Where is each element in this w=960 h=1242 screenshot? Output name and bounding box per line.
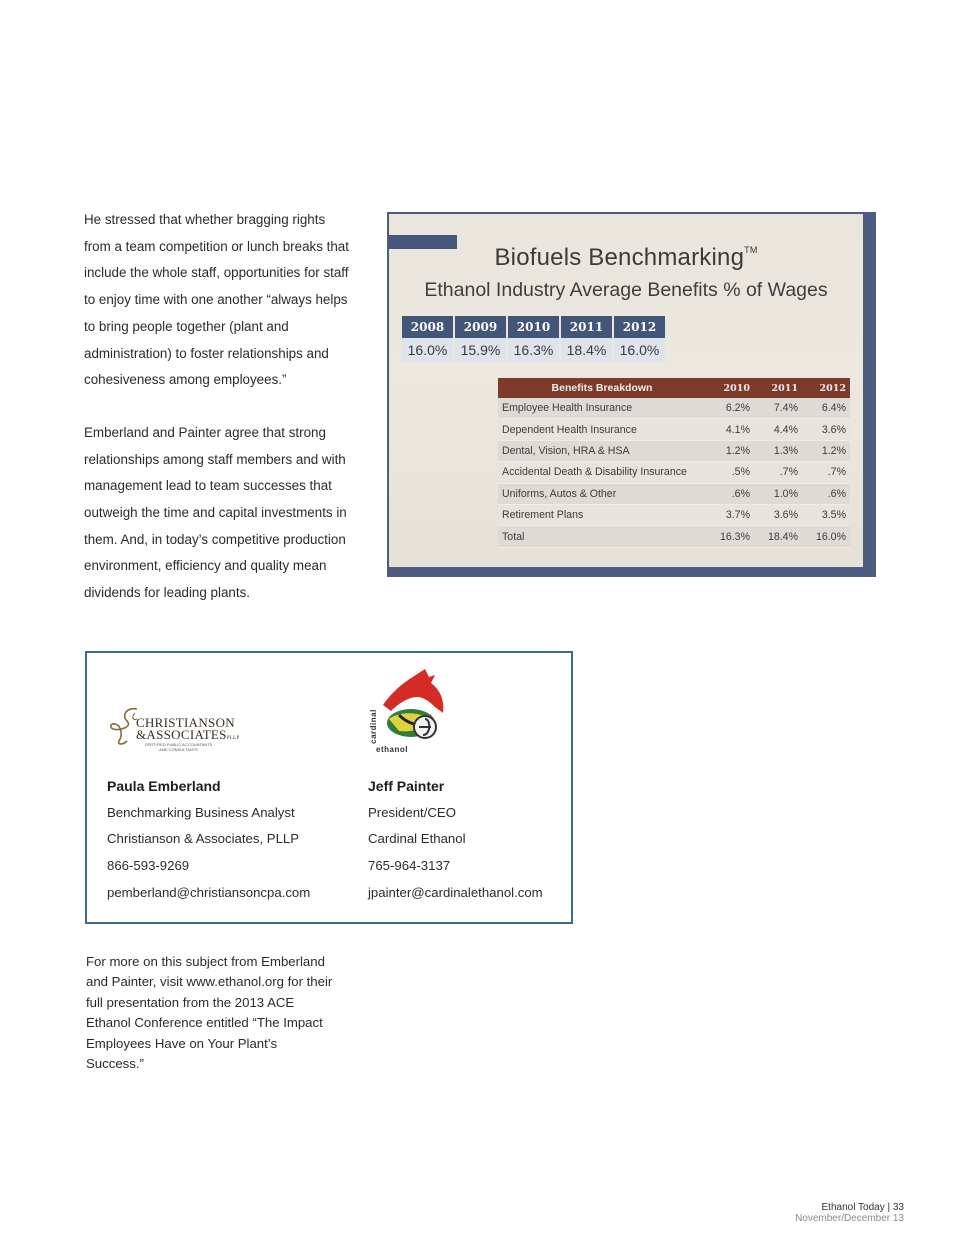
avg-value-cell: 15.9% bbox=[455, 338, 506, 362]
christianson-logo bbox=[107, 703, 247, 753]
cardinal-ethanol-logo bbox=[369, 667, 459, 759]
row-value: 18.4% bbox=[754, 526, 802, 547]
table-row bbox=[498, 483, 850, 504]
row-label: Retirement Plans bbox=[498, 504, 706, 525]
article-paragraph-2: Emberland and Painter agree that strong relationships among staff members and with management lead to team successes that outweigh the time and capital investments in them. And, in today’s competitive production environment, efficiency and quality mean dividends for leading plants. bbox=[84, 424, 347, 601]
avg-year-header: 2009 bbox=[455, 316, 506, 338]
avg-value-cell: 18.4% bbox=[561, 338, 612, 362]
row-value: 1.3% bbox=[754, 440, 802, 461]
avg-value-cell: 16.3% bbox=[508, 338, 559, 362]
avg-year-header: 2010 bbox=[508, 316, 559, 338]
row-label: Uniforms, Autos & Other bbox=[498, 483, 706, 504]
trademark-mark: TM bbox=[744, 245, 758, 255]
row-value: 16.3% bbox=[706, 526, 754, 547]
footer-publication-line bbox=[795, 1202, 904, 1213]
row-value: .5% bbox=[706, 462, 754, 483]
slide-subtitle: Ethanol Industry Average Benefits % of Wages bbox=[424, 279, 828, 301]
page-number: 33 bbox=[892, 1202, 904, 1213]
row-value: 3.5% bbox=[802, 504, 850, 525]
christianson-suffix: PLLP bbox=[226, 736, 240, 741]
footer-issue: November/December 13 bbox=[795, 1213, 904, 1224]
contact-title: Benchmarking Business Analyst bbox=[107, 804, 295, 820]
row-value: 1.0% bbox=[754, 483, 802, 504]
row-label: Dependent Health Insurance bbox=[498, 419, 706, 440]
contact-phone: 765-964-3137 bbox=[368, 858, 451, 874]
row-label: Total bbox=[498, 526, 706, 547]
breakdown-year-header: 2012 bbox=[802, 378, 850, 398]
cardinal-bottom-text: ethanol bbox=[376, 745, 408, 754]
row-value: 4.1% bbox=[706, 419, 754, 440]
contact-company: Christianson & Associates, PLLP bbox=[107, 831, 300, 847]
more-info-text: For more on this subject from Emberland and Painter, visit www.ethanol.org for their full presentation from the 2013 ACE Ethanol Conference entitled “The Impact Employees Have on Your Plant’s Success.” bbox=[86, 954, 333, 1072]
breakdown-year-header: 2011 bbox=[754, 378, 802, 398]
cardinal-bird-icon bbox=[369, 667, 459, 747]
article-text bbox=[84, 207, 352, 633]
row-label: Accidental Death & Disability Insurance bbox=[498, 462, 706, 483]
row-label: Employee Health Insurance bbox=[498, 398, 706, 419]
contact-phone: 866-593-9269 bbox=[107, 858, 190, 874]
row-value: 1.2% bbox=[802, 440, 850, 461]
row-value: .7% bbox=[754, 462, 802, 483]
contact-name: Paula Emberland bbox=[107, 778, 221, 794]
article-paragraph-1: He stressed that whether bragging rights from a team competition or lunch breaks that include the whole staff, opportunities for staff to enjoy time with one another “always helps to bring people together (plant and administration) to foster relationships and cohesiveness among employees.” bbox=[84, 212, 349, 388]
avg-year-header: 2011 bbox=[561, 316, 612, 338]
row-value: 3.6% bbox=[754, 504, 802, 525]
contact-title: President/CEO bbox=[368, 804, 456, 820]
row-value: .6% bbox=[802, 483, 850, 504]
breakdown-header: Benefits Breakdown bbox=[498, 378, 706, 398]
row-value: 6.4% bbox=[802, 398, 850, 419]
contact-paula bbox=[107, 773, 311, 907]
slide-title-text: Biofuels Benchmarking bbox=[494, 244, 745, 271]
contact-company: Cardinal Ethanol bbox=[368, 831, 466, 847]
contact-email[interactable]: jpainter@cardinalethanol.com bbox=[368, 884, 543, 900]
row-value: 3.6% bbox=[802, 419, 850, 440]
benchmarking-slide bbox=[387, 212, 876, 577]
christianson-line2: &ASSOCIATES bbox=[136, 727, 227, 742]
avg-value-cell: 16.0% bbox=[402, 338, 453, 362]
row-value: .6% bbox=[706, 483, 754, 504]
christianson-wordmark bbox=[136, 717, 240, 745]
average-benefits-table bbox=[400, 316, 667, 362]
contact-box bbox=[85, 651, 573, 924]
cardinal-vertical-text: cardinal bbox=[368, 709, 378, 744]
row-value: .7% bbox=[802, 462, 850, 483]
row-value: 7.4% bbox=[754, 398, 802, 419]
slide-panel bbox=[389, 214, 863, 567]
table-row bbox=[498, 419, 850, 440]
table-row bbox=[498, 440, 850, 461]
row-value: 16.0% bbox=[802, 526, 850, 547]
contact-jeff bbox=[368, 773, 568, 907]
christianson-line1: CHRISTIANSON bbox=[136, 715, 235, 730]
contact-name: Jeff Painter bbox=[368, 778, 445, 794]
avg-year-header: 2008 bbox=[402, 316, 453, 338]
breakdown-year-header: 2010 bbox=[706, 378, 754, 398]
benefits-breakdown-table bbox=[498, 378, 850, 548]
row-value: 1.2% bbox=[706, 440, 754, 461]
table-row bbox=[498, 504, 850, 525]
table-row bbox=[498, 398, 850, 419]
table-row bbox=[498, 462, 850, 483]
avg-year-header: 2012 bbox=[614, 316, 665, 338]
row-value: 4.4% bbox=[754, 419, 802, 440]
footer-separator: | bbox=[887, 1202, 891, 1213]
row-label: Dental, Vision, HRA & HSA bbox=[498, 440, 706, 461]
row-value: 6.2% bbox=[706, 398, 754, 419]
row-value: 3.7% bbox=[706, 504, 754, 525]
christianson-tagline: CERTIFIED PUBLIC ACCOUNTANTS AND CONSULTANTS bbox=[144, 742, 213, 752]
page-footer bbox=[795, 1202, 904, 1224]
avg-value-cell: 16.0% bbox=[614, 338, 665, 362]
slide-title bbox=[389, 244, 863, 272]
footer-publication: Ethanol Today bbox=[821, 1202, 885, 1213]
contact-email[interactable]: pemberland@christiansoncpa.com bbox=[107, 884, 311, 900]
table-row-total bbox=[498, 526, 850, 547]
